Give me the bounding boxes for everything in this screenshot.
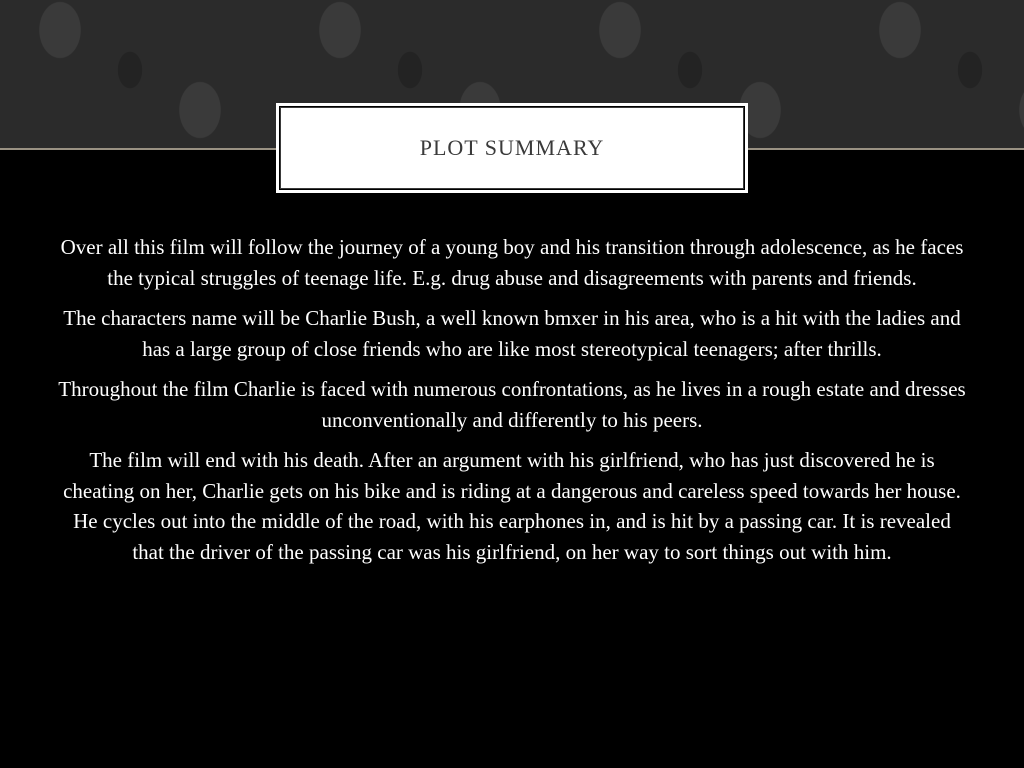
paragraph-confrontations: Throughout the film Charlie is faced with numerous confrontations, as he lives in a rough estate and dresses unconventionally and differently to his peers. — [58, 377, 966, 432]
title-box — [276, 103, 748, 193]
paragraph-character: The characters name will be Charlie Bush, a well known bmxer in his area, who is a hit with the ladies and has a large group of close friends who are like most stereotypical teenagers; after thrills. — [63, 306, 961, 361]
paragraph-overview: Over all this film will follow the journey of a young boy and his transition through adolescence, as he faces the typical struggles of teenage life. E.g. drug abuse and disagreements with parents and friends. — [60, 235, 964, 290]
paragraph-ending: The film will end with his death. After an argument with his girlfriend, who has just discovered he is cheating on her, Charlie gets on his bike and is riding at a dangerous and careless speed towards her house. He cycles out into the middle of the road, with his earphones in, and is hit by a passing car. It is revealed that the driver of the passing car was his girlfriend, on her way to sort things out with him. — [63, 448, 961, 564]
slide-body — [56, 232, 968, 577]
slide-title: PLOT SUMMARY — [419, 135, 605, 160]
